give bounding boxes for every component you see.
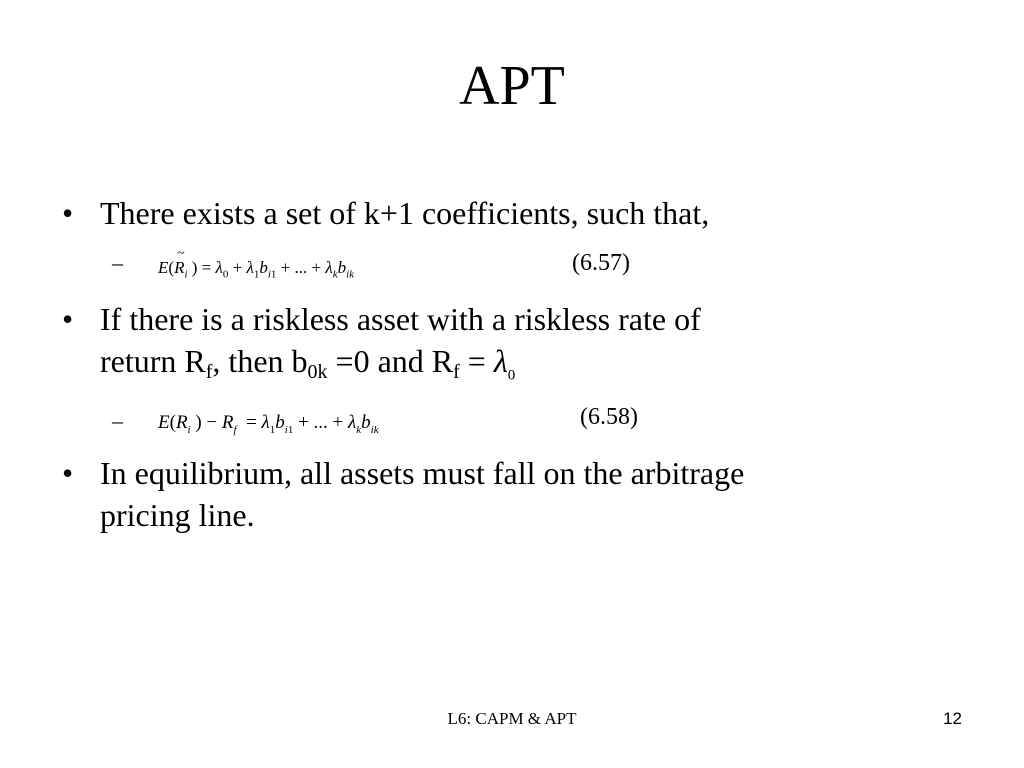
equation-number: (6.58) xyxy=(580,404,638,430)
bullet-line-part: return R xyxy=(100,343,206,379)
subscript: f xyxy=(453,361,460,383)
subscript: f xyxy=(205,361,213,383)
equation-6-58: $E(R_i$ ) − $R_f = \lambda_1b_{i1}$ + ... + $\lambda_kb_{ik}$ xyxy=(158,412,379,436)
page-number: 12 xyxy=(943,709,962,728)
bullet-text: There exists a set of k+1 coefficients, such that, xyxy=(100,195,710,231)
bullet-dot: • xyxy=(62,301,74,337)
dash-marker: – xyxy=(112,250,123,275)
dash-marker: – xyxy=(112,408,123,433)
bullet-line-part: =0 and R xyxy=(327,343,454,379)
subscript: 0k xyxy=(307,361,328,383)
lambda-symbol: λ xyxy=(493,343,508,379)
bullet-item xyxy=(62,298,984,396)
bullet-dot: • xyxy=(62,455,74,491)
bullet-text xyxy=(100,452,984,536)
bullet-text xyxy=(100,298,984,396)
bullet-line-part: , then b xyxy=(212,343,308,379)
bullet-line: pricing line. xyxy=(100,497,255,533)
bullet-line: In equilibrium, all assets must fall on the arbitrage xyxy=(100,455,745,491)
bullet-item xyxy=(62,192,984,234)
bullet-item xyxy=(62,452,984,536)
slide-title: APT xyxy=(459,55,565,117)
footer-label: L6: CAPM & APT xyxy=(447,709,577,728)
bullet-line-part: = xyxy=(459,343,494,379)
equation-number: (6.57) xyxy=(572,250,630,276)
equation-6-57: E( ~ $R_i$ ) = $\lambda_0 + \lambda_1b_{i1}$ + ... + $\lambda_kb_{ik}$ xyxy=(158,246,355,281)
bullet-dot: • xyxy=(62,195,74,231)
subscript: 0 xyxy=(507,367,516,384)
bullet-line: If there is a riskless asset with a riskless rate of xyxy=(100,301,701,337)
